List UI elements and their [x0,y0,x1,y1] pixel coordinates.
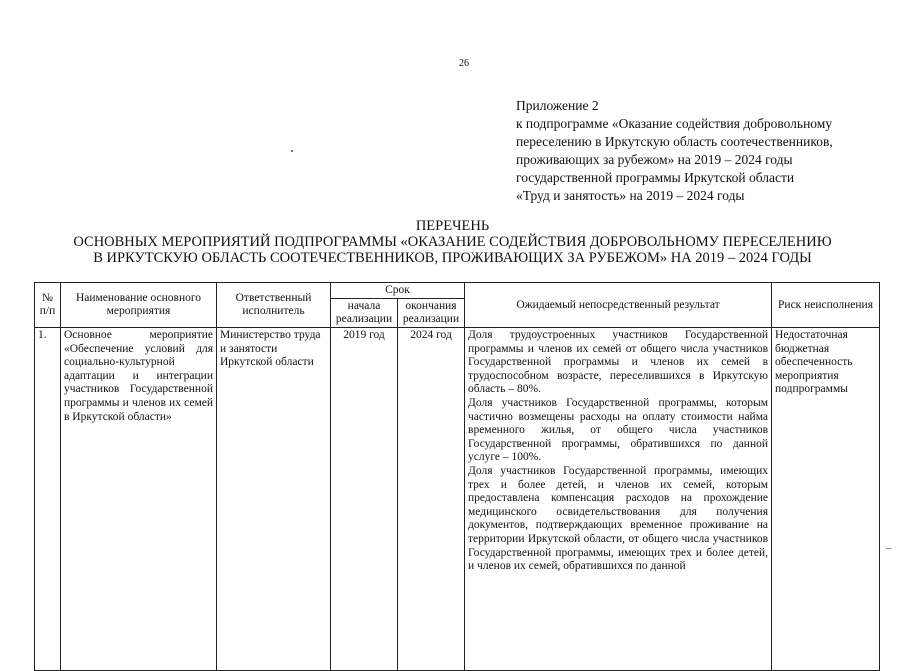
cell-risk: Недостаточная бюджетная обеспеченность мероприятия подпрограммы [772,328,880,671]
header-executor: Ответственный исполнитель [217,283,331,328]
cell-start: 2019 год [331,328,398,671]
appendix-line: к подпрограмме «Оказание содействия добровольному [516,116,833,131]
table-row [35,328,880,671]
appendix-line: Приложение 2 [516,98,599,113]
header-end: окончания реализации [398,299,465,328]
scan-mark: ‒ [886,542,892,554]
result-paragraph: Доля участников Государственной программы, имеющих трех и более детей, и членов их семей, которым предоставлена компенсация расходов на прохождение медицинского освидетельствования для получения документов, подтверждающих временное проживание на территории Иркутской области, от общего числа участников Государственной программы, имеющих трех и более детей, и членов их семей, обратившихся по данной [468,464,769,573]
appendix-line: переселению в Иркутскую область соотечественников, [516,134,833,149]
result-paragraph: Доля трудоустроенных участников Государственной программы и членов их семей от общего числа участников Государственной программы и членов их семей в трудоспособном возрасте, переселившихся в Иркутскую область – 80%. [468,329,769,396]
result-paragraph: Доля участников Государственной программы, которым частично возмещены расходы на оплату стоимости найма временного жилья, от общего числа участников Государственной программы, обратившихся по данной услуге – 100%. [468,396,769,464]
cell-num: 1. [35,328,61,671]
activities-table [34,282,880,671]
header-result: Ожидаемый непосредственный результат [465,283,772,328]
page-number: 26 [459,58,469,69]
header-name: Наименование основного мероприятия [61,283,217,328]
cell-end: 2024 год [398,328,465,671]
appendix-note [516,97,896,205]
header-risk: Риск неисполнения [772,283,880,328]
scan-speck [291,150,293,152]
header-num: № п/п [35,283,61,328]
document-title [0,218,905,266]
cell-result [465,328,772,671]
appendix-line: «Труд и занятость» на 2019 – 2024 годы [516,188,745,203]
title-line-2: ОСНОВНЫХ МЕРОПРИЯТИЙ ПОДПРОГРАММЫ «ОКАЗАНИЕ СОДЕЙСТВИЯ ДОБРОВОЛЬНОМУ ПЕРЕСЕЛЕНИЮ [73,234,832,250]
header-start: начала реализации [331,299,398,328]
cell-name: Основное мероприятие «Обеспечение условий для социально-культурной адаптации и интеграции участников Государственной программы и членов их семей в Иркутской области» [61,328,217,671]
header-term: Срок [331,283,465,299]
title-line-1: ПЕРЕЧЕНЬ [415,218,490,234]
title-line-3: В ИРКУТСКУЮ ОБЛАСТЬ СООТЕЧЕСТВЕННИКОВ, ПРОЖИВАЮЩИХ ЗА РУБЕЖОМ» НА 2019 – 2024 ГОДЫ [93,250,812,266]
appendix-line: проживающих за рубежом» на 2019 – 2024 годы [516,152,793,167]
cell-executor: Министерство труда и занятости Иркутской области [217,328,331,671]
header-row [35,283,880,299]
appendix-line: государственной программы Иркутской области [516,170,795,185]
